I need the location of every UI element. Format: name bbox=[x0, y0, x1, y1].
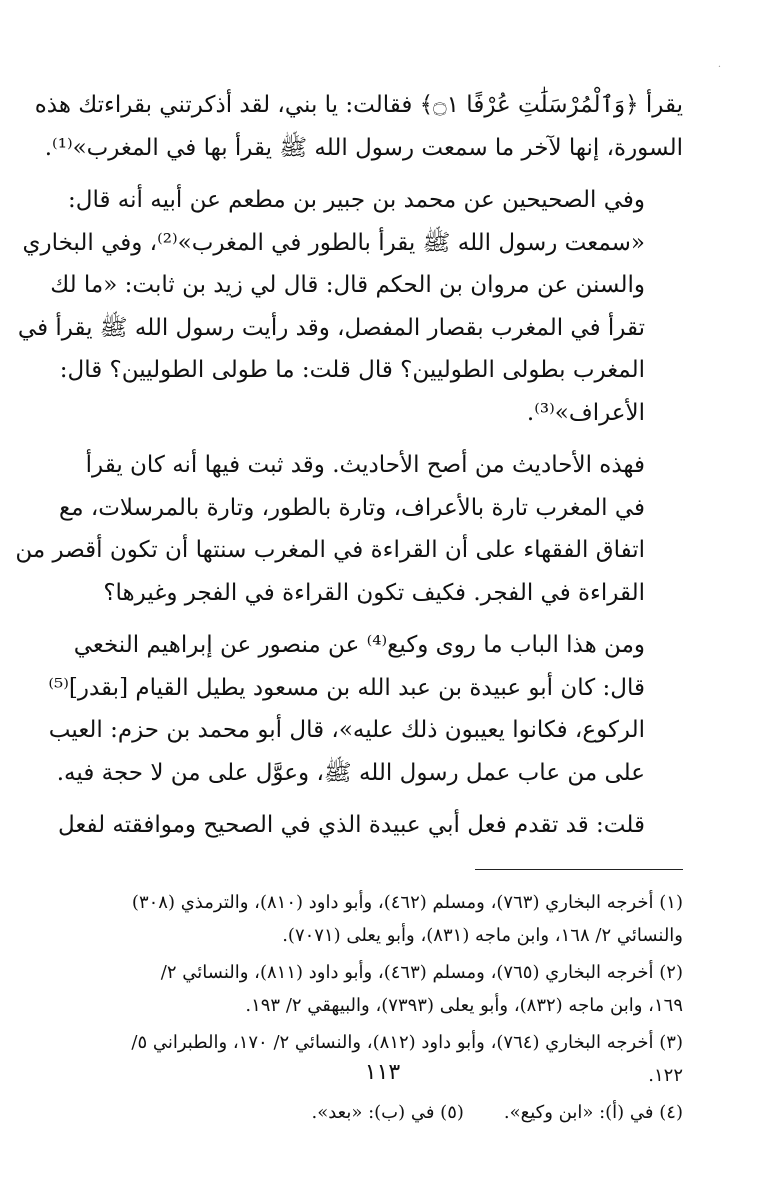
text-line: في المغرب تارة بالأعراف، وتارة بالطور، وتارة بالمرسلات، مع bbox=[58, 494, 645, 521]
text-line: قال: كان أبو عبيدة بن عبد الله بن مسعود يطيل القيام [بقدر]⁽⁵⁾ bbox=[48, 674, 645, 701]
paragraph-5 bbox=[57, 804, 683, 847]
main-text bbox=[15, 84, 683, 847]
footnote-line: ١٦٩، وابن ماجه (٨٣٢)، وأبو يعلى (٧٣٩٣)، والبيهقي ٢/ ١٩٣. bbox=[245, 994, 683, 1016]
footnote-line: (١) أخرجه البخاري (٧٦٣)، ومسلم (٤٦٢)، وأبو داود (٨١٠)، والترمذي (٣٠٨) bbox=[131, 891, 683, 913]
text-line: الركوع، فكانوا يعيبون ذلك عليه»، قال أبو محمد بن حزم: العيب bbox=[48, 717, 645, 743]
text-line: «سمعت رسول الله ﷺ يقرأ بالطور في المغرب»⁽²⁾، وفي البخاري bbox=[22, 229, 645, 256]
text-line: السورة، إنها لآخر ما سمعت رسول الله ﷺ يقرأ بها في المغرب»⁽¹⁾. bbox=[44, 134, 683, 161]
text-line: والسنن عن مروان بن الحكم قال: قال لي زيد بن ثابت: «ما لك bbox=[50, 272, 645, 298]
footnotes-4-5 bbox=[80, 1096, 683, 1129]
footnote-line: (٢) أخرجه البخاري (٧٦٥)، ومسلم (٤٦٣)، وأبو داود (٨١١)، والنسائي ٢/ bbox=[160, 961, 683, 983]
paragraph-2 bbox=[17, 179, 683, 434]
page-number: ١١٣ bbox=[364, 1060, 401, 1085]
paragraph-3 bbox=[15, 444, 683, 614]
text-line: القراءة في الفجر. فكيف تكون القراءة في الفجر وغيرها؟ bbox=[103, 579, 645, 606]
footnote-2 bbox=[80, 956, 683, 1022]
text-line: تقرأ في المغرب بقصار المفصل، وقد رأيت رسول الله ﷺ يقرأ في bbox=[17, 314, 645, 341]
text-line: فهذه الأحاديث من أصح الأحاديث. وقد ثبت فيها أنه كان يقرأ bbox=[85, 452, 645, 478]
paragraph-1 bbox=[34, 84, 683, 169]
text-line: اتفاق الفقهاء على أن القراءة في المغرب سنتها أن تكون أقصر من bbox=[15, 537, 645, 563]
text-line: ومن هذا الباب ما روى وكيع⁽⁴⁾ عن منصور عن إبراهيم النخعي bbox=[73, 632, 645, 658]
footnote-line: والنسائي ٢/ ١٦٨، وابن ماجه (٨٣١)، وأبو يعلى (٧٠٧١). bbox=[282, 924, 683, 946]
footnote-4: (٤) في (أ): «ابن وكيع». bbox=[503, 1101, 683, 1123]
footnote-divider bbox=[475, 869, 683, 870]
page-edge-mark: · bbox=[717, 62, 721, 73]
text-line: الأعراف»⁽³⁾. bbox=[526, 399, 645, 426]
footnote-5: (٥) في (ب): «بعد». bbox=[311, 1101, 464, 1123]
footnote-1 bbox=[80, 886, 683, 952]
footnote-line: (٣) أخرجه البخاري (٧٦٤)، وأبو داود (٨١٢)، والنسائي ٢/ ١٧٠، والطبراني ٥/ bbox=[131, 1031, 683, 1053]
text-line: وفي الصحيحين عن محمد بن جبير بن مطعم عن أبيه أنه قال: bbox=[68, 187, 645, 213]
text-line: على من عاب عمل رسول الله ﷺ، وعوَّل على من لا حجة فيه. bbox=[56, 759, 645, 786]
text-line: يقرأ ﴿وَٱلْمُرْسَلَٰتِ عُرْفًا ۝١﴾ فقالت: يا بني، لقد أذكرتني بقراءتك هذه bbox=[34, 92, 683, 118]
text-line: قلت: قد تقدم فعل أبي عبيدة الذي في الصحيح وموافقته لفعل bbox=[57, 812, 645, 838]
footnotes bbox=[80, 886, 683, 1129]
footnote-line: ١٢٢. bbox=[648, 1064, 683, 1086]
text-line: المغرب بطولى الطوليين؟ قال قلت: ما طولى الطوليين؟ قال: bbox=[59, 357, 645, 383]
paragraph-4 bbox=[48, 624, 683, 794]
